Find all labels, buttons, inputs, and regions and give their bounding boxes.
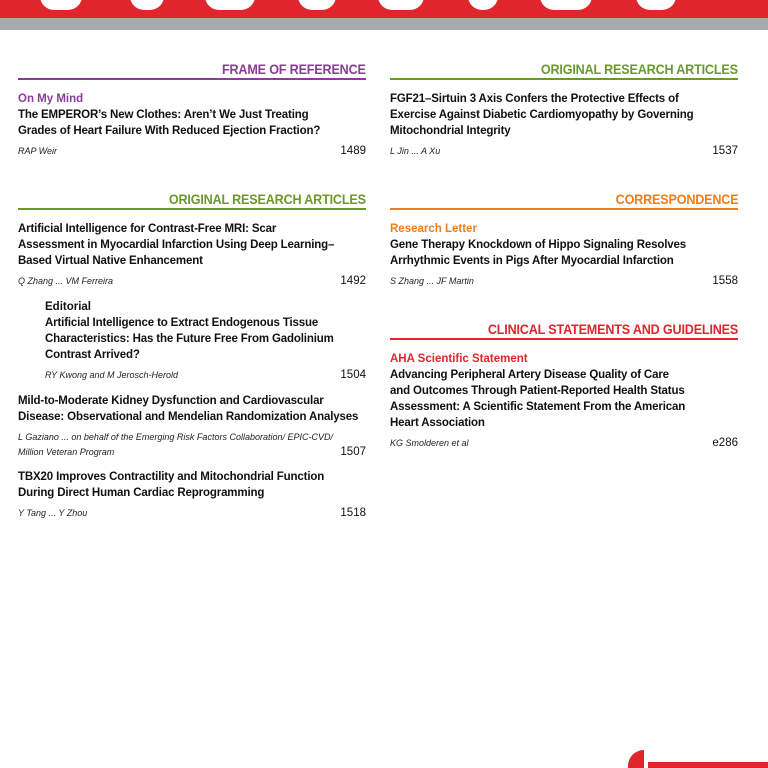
entry-title-line: and Outcomes Through Patient-Reported Health Status [390,385,685,397]
entry-byline [18,430,366,460]
entry-kicker: Editorial [45,301,92,313]
entry-authors: Million Veteran Program [18,447,115,457]
entry-byline [390,274,738,289]
entry-title-line: Assessment in Myocardial Infarction Using Deep Learning– [18,239,335,251]
entry-title-line: Heart Association [390,417,485,429]
toc-entry[interactable] [390,351,738,451]
entry-title-line: Exercise Against Diabetic Cardiomyopathy by Governing [390,109,694,121]
toc-entry[interactable] [18,393,366,460]
entry-title-line: Mild-to-Moderate Kidney Dysfunction and Cardiovascular [18,395,324,407]
entry-page-number: 1518 [340,507,366,519]
masthead-letter-shape [298,0,336,10]
toc-entry[interactable] [390,91,738,159]
entry-authors: Y Tang ... Y Zhou [18,508,88,518]
section-heading-text: CORRESPONDENCE [615,191,738,207]
section-heading-text: ORIGINAL RESEARCH ARTICLES [541,61,738,77]
entry-title-line: Gene Therapy Knockdown of Hippo Signaling Resolves [390,239,687,251]
masthead-letter-shape [130,0,164,10]
entry-kicker: AHA Scientific Statement [390,353,528,365]
entry-authors: RY Kwong and M Jerosch-Herold [45,370,179,380]
entry-byline [18,506,366,521]
entry-authors: KG Smolderen et al [390,438,469,448]
entry-title-line: Based Virtual Native Enhancement [18,255,203,267]
entry-page-number: e286 [712,437,738,449]
masthead-band [0,0,768,18]
entry-title-line: During Direct Human Cardiac Reprogramming [18,487,265,499]
section-heading-text: FRAME OF REFERENCE [222,61,366,77]
section-heading-original-research [390,62,738,80]
entry-page-number: 1537 [712,145,738,157]
toc-entry[interactable] [18,91,366,159]
entry-authors: Q Zhang ... VM Ferreira [18,276,114,286]
entry-page-number: 1558 [712,275,738,287]
masthead-letter-shape [378,0,424,10]
entry-authors: L Jin ... A Xu [390,146,441,156]
entry-page-number: 1504 [340,369,366,381]
entry-title-line: Disease: Observational and Mendelian Randomization Analyses [18,411,359,423]
entry-title-line: Grades of Heart Failure With Reduced Ejection Fraction? [18,125,321,137]
entry-title-line: Advancing Peripheral Artery Disease Quality of Care [390,369,669,381]
section-heading-original-research [18,192,366,210]
entry-page-number: 1507 [340,446,366,458]
masthead-letter-shape [40,0,82,10]
masthead-grey-rule [0,18,768,30]
entry-title-line: The EMPEROR’s New Clothes: Aren’t We Just Treating [18,109,309,121]
entry-title-line: Artificial Intelligence to Extract Endogenous Tissue [45,317,319,329]
entry-byline [390,436,738,451]
section-heading-clinical-statements [390,322,738,340]
masthead-letter-shape [468,0,498,10]
entry-title-line: Characteristics: Has the Future Free From Gadolinium [45,333,334,345]
footer-logo-mark [628,750,644,768]
entry-kicker: Research Letter [390,223,477,235]
entry-page-number: 1492 [340,275,366,287]
toc-entry[interactable] [390,221,738,289]
entry-authors: RAP Weir [18,146,58,156]
entry-kicker: On My Mind [18,93,84,105]
toc-entry-editorial[interactable] [45,299,366,383]
footer-red-rule [648,762,768,768]
toc-entry[interactable] [18,221,366,289]
entry-title-line: TBX20 Improves Contractility and Mitochondrial Function [18,471,325,483]
masthead-letter-shape [540,0,592,10]
entry-byline [18,274,366,289]
section-heading-correspondence [390,192,738,210]
entry-title-line: Assessment: A Scientific Statement From the American [390,401,686,413]
entry-title-line: Contrast Arrived? [45,349,140,361]
entry-title-line: Artificial Intelligence for Contrast-Free MRI: Scar [18,223,277,235]
section-heading-text: ORIGINAL RESEARCH ARTICLES [169,191,366,207]
section-heading-frame-of-reference [18,62,366,80]
entry-authors: L Gaziano ... on behalf of the Emerging Risk Factors Collaboration/ EPIC-CVD/ [18,432,333,442]
entry-byline [390,144,738,159]
masthead-letter-shape [205,0,255,10]
section-heading-text: CLINICAL STATEMENTS AND GUIDELINES [487,321,738,337]
toc-entry[interactable] [18,469,366,521]
entry-title-line: Mitochondrial Integrity [390,125,511,137]
entry-page-number: 1489 [340,145,366,157]
entry-byline [18,144,366,159]
entry-title-line: Arrhythmic Events in Pigs After Myocardial Infarction [390,255,674,267]
entry-title-line: FGF21–Sirtuin 3 Axis Confers the Protective Effects of [390,93,679,105]
masthead-letter-shape [636,0,676,10]
entry-byline [45,368,366,383]
entry-authors: S Zhang ... JF Martin [390,276,474,286]
